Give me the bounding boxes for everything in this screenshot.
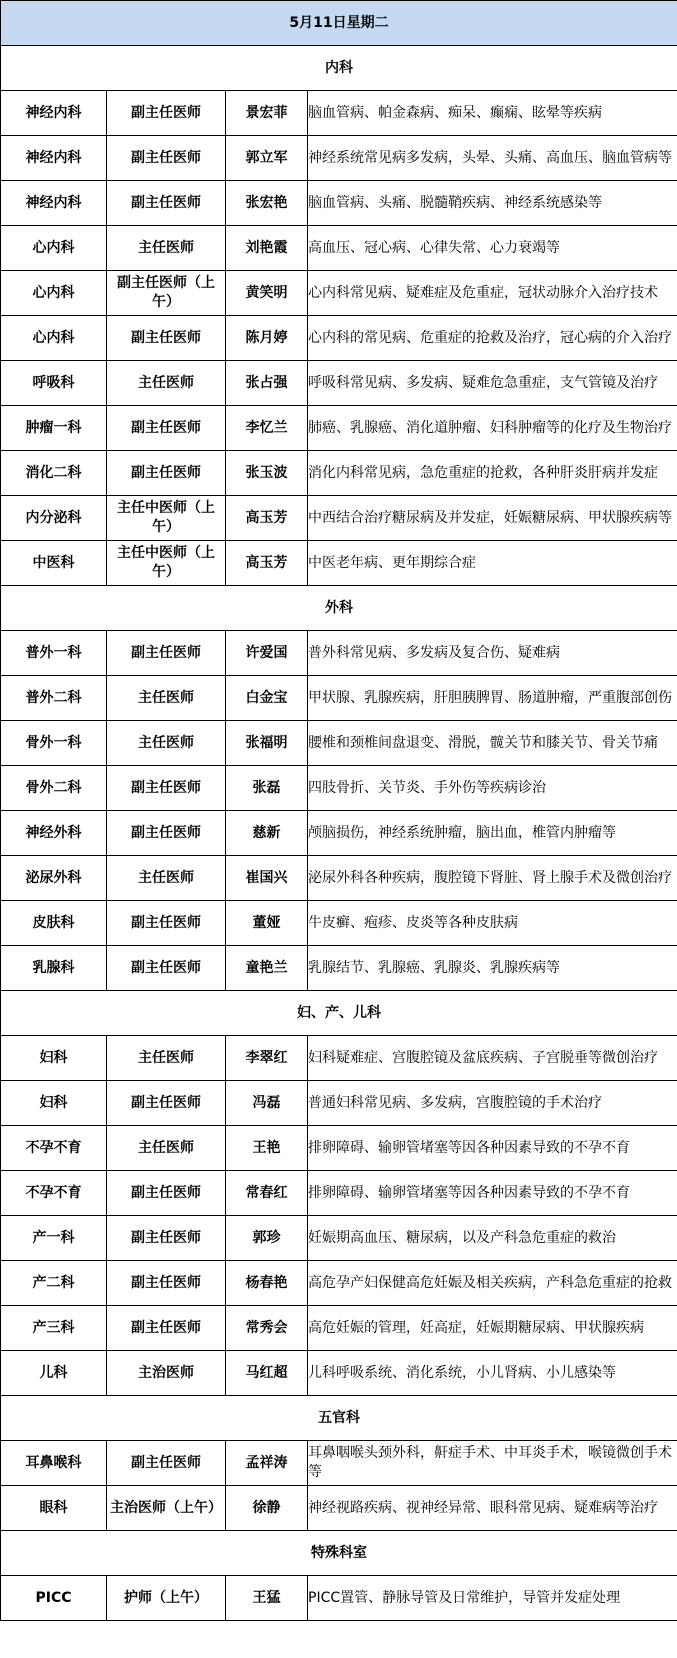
- specialty-cell: 甲状腺、乳腺疾病，肝胆胰脾胃、肠道肿瘤，严重腹部创伤: [308, 676, 677, 721]
- doctor-title-cell: 主任医师: [107, 721, 226, 766]
- doctor-name-cell: 景宏菲: [226, 91, 308, 136]
- doctor-row: [1, 1306, 677, 1351]
- doctor-row: [1, 676, 677, 721]
- doctor-name-cell: 常春红: [226, 1171, 308, 1216]
- doctor-title-cell: 护师（上午）: [107, 1576, 226, 1621]
- doctor-title-cell: 副主任医师: [107, 136, 226, 181]
- section-header-row: [1, 991, 677, 1036]
- department-cell: 皮肤科: [1, 901, 107, 946]
- doctor-title-cell: 副主任医师: [107, 451, 226, 496]
- doctor-name-cell: 张磊: [226, 766, 308, 811]
- doctor-row: [1, 136, 677, 181]
- doctor-title-cell: 副主任医师: [107, 316, 226, 361]
- department-cell: 耳鼻喉科: [1, 1441, 107, 1486]
- specialty-cell: 儿科呼吸系统、消化系统，小儿肾病、小儿感染等: [308, 1351, 677, 1396]
- doctor-row: [1, 631, 677, 676]
- specialty-cell: 高危妊娠的管理，妊高症，妊娠期糖尿病、甲状腺疾病: [308, 1306, 677, 1351]
- department-cell: 心内科: [1, 271, 107, 316]
- department-cell: 神经外科: [1, 811, 107, 856]
- specialty-cell: 普通妇科常见病、多发病，宫腹腔镜的手术治疗: [308, 1081, 677, 1126]
- doctor-title-cell: 副主任医师: [107, 1216, 226, 1261]
- doctor-name-cell: 王猛: [226, 1576, 308, 1621]
- specialty-cell: 脑血管病、头痛、脱髓鞘疾病、神经系统感染等: [308, 181, 677, 226]
- doctor-row: [1, 451, 677, 496]
- doctor-title-cell: 主任医师: [107, 361, 226, 406]
- department-cell: 产一科: [1, 1216, 107, 1261]
- doctor-row: [1, 271, 677, 316]
- doctor-name-cell: 李忆兰: [226, 406, 308, 451]
- doctor-name-cell: 徐静: [226, 1486, 308, 1531]
- doctor-row: [1, 1576, 677, 1621]
- specialty-cell: 排卵障碍、输卵管堵塞等因各种因素导致的不孕不育: [308, 1171, 677, 1216]
- department-cell: 神经内科: [1, 136, 107, 181]
- specialty-cell: 妊娠期高血压、糖尿病，以及产科急危重症的救治: [308, 1216, 677, 1261]
- doctor-name-cell: 郭立军: [226, 136, 308, 181]
- department-cell: 心内科: [1, 316, 107, 361]
- doctor-name-cell: 王艳: [226, 1126, 308, 1171]
- specialty-cell: 中西结合治疗糖尿病及并发症，妊娠糖尿病、甲状腺疾病等: [308, 496, 677, 541]
- doctor-row: [1, 316, 677, 361]
- doctor-title-cell: 主任医师: [107, 1036, 226, 1081]
- doctor-name-cell: 许爱国: [226, 631, 308, 676]
- specialty-cell: 中医老年病、更年期综合症: [308, 541, 677, 586]
- doctor-title-cell: 副主任医师: [107, 811, 226, 856]
- specialty-cell: PICC置管、静脉导管及日常维护，导管并发症处理: [308, 1576, 677, 1621]
- doctor-row: [1, 1126, 677, 1171]
- doctor-title-cell: 主任医师: [107, 1126, 226, 1171]
- doctor-row: [1, 226, 677, 271]
- doctor-row: [1, 1171, 677, 1216]
- doctor-name-cell: 张宏艳: [226, 181, 308, 226]
- department-cell: 骨外一科: [1, 721, 107, 766]
- doctor-row: [1, 811, 677, 856]
- department-cell: 普外一科: [1, 631, 107, 676]
- department-cell: 内分泌科: [1, 496, 107, 541]
- doctor-row: [1, 1441, 677, 1486]
- doctor-name-cell: 崔国兴: [226, 856, 308, 901]
- department-cell: 乳腺科: [1, 946, 107, 991]
- doctor-row: [1, 1216, 677, 1261]
- doctor-row: [1, 1081, 677, 1126]
- doctor-title-cell: 主任医师: [107, 226, 226, 271]
- doctor-name-cell: 张玉波: [226, 451, 308, 496]
- doctor-name-cell: 常秀会: [226, 1306, 308, 1351]
- doctor-title-cell: 主任中医师（上午）: [107, 496, 226, 541]
- doctor-row: [1, 946, 677, 991]
- section-header-row: [1, 1396, 677, 1441]
- doctor-title-cell: 主任医师: [107, 856, 226, 901]
- doctor-title-cell: 副主任医师: [107, 1306, 226, 1351]
- specialty-cell: 牛皮癣、疱疹、皮炎等各种皮肤病: [308, 901, 677, 946]
- doctor-title-cell: 副主任医师: [107, 901, 226, 946]
- department-cell: 骨外二科: [1, 766, 107, 811]
- department-cell: 肿瘤一科: [1, 406, 107, 451]
- doctor-name-cell: 刘艳霞: [226, 226, 308, 271]
- doctor-name-cell: 高玉芳: [226, 496, 308, 541]
- doctor-name-cell: 李翠红: [226, 1036, 308, 1081]
- doctor-title-cell: 副主任医师: [107, 91, 226, 136]
- specialty-cell: 心内科的常见病、危重症的抢救及治疗，冠心病的介入治疗: [308, 316, 677, 361]
- specialty-cell: 泌尿外科各种疾病，腹腔镜下肾脏、肾上腺手术及微创治疗: [308, 856, 677, 901]
- doctor-title-cell: 主治医师: [107, 1351, 226, 1396]
- doctor-name-cell: 陈月婷: [226, 316, 308, 361]
- specialty-cell: 排卵障碍、输卵管堵塞等因各种因素导致的不孕不育: [308, 1126, 677, 1171]
- department-cell: 妇科: [1, 1036, 107, 1081]
- doctor-title-cell: 副主任医师: [107, 406, 226, 451]
- doctor-name-cell: 郭珍: [226, 1216, 308, 1261]
- section-title: 五官科: [1, 1396, 677, 1441]
- section-title: 内科: [1, 46, 677, 91]
- specialty-cell: 神经系统常见病多发病，头晕、头痛、高血压、脑血管病等: [308, 136, 677, 181]
- doctor-name-cell: 童艳兰: [226, 946, 308, 991]
- specialty-cell: 心内科常见病、疑难症及危重症，冠状动脉介入治疗技术: [308, 271, 677, 316]
- department-cell: 普外二科: [1, 676, 107, 721]
- doctor-title-cell: 主治医师（上午）: [107, 1486, 226, 1531]
- doctor-name-cell: 孟祥涛: [226, 1441, 308, 1486]
- doctor-name-cell: 白金宝: [226, 676, 308, 721]
- section-title: 外科: [1, 586, 677, 631]
- department-cell: 神经内科: [1, 91, 107, 136]
- doctor-name-cell: 董娅: [226, 901, 308, 946]
- doctor-row: [1, 541, 677, 586]
- doctor-row: [1, 181, 677, 226]
- doctor-row: [1, 721, 677, 766]
- specialty-cell: 呼吸科常见病、多发病、疑难危急重症，支气管镜及治疗: [308, 361, 677, 406]
- specialty-cell: 耳鼻咽喉头颈外科，鼾症手术、中耳炎手术，喉镜微创手术等: [308, 1441, 677, 1486]
- section-title: 特殊科室: [1, 1531, 677, 1576]
- doctor-row: [1, 1261, 677, 1306]
- doctor-title-cell: 副主任医师: [107, 631, 226, 676]
- doctor-title-cell: 副主任医师（上午）: [107, 271, 226, 316]
- doctor-title-cell: 副主任医师: [107, 946, 226, 991]
- department-cell: 产三科: [1, 1306, 107, 1351]
- doctor-name-cell: 黄笑明: [226, 271, 308, 316]
- specialty-cell: 高血压、冠心病、心律失常、心力衰竭等: [308, 226, 677, 271]
- specialty-cell: 颅脑损伤，神经系统肿瘤，脑出血，椎管内肿瘤等: [308, 811, 677, 856]
- doctor-row: [1, 406, 677, 451]
- doctor-title-cell: 主任中医师（上午）: [107, 541, 226, 586]
- department-cell: 不孕不育: [1, 1126, 107, 1171]
- section-header-row: [1, 586, 677, 631]
- doctor-title-cell: 副主任医师: [107, 1441, 226, 1486]
- doctor-row: [1, 361, 677, 406]
- doctor-title-cell: 副主任医师: [107, 1261, 226, 1306]
- department-cell: 泌尿外科: [1, 856, 107, 901]
- section-header-row: [1, 1531, 677, 1576]
- specialty-cell: 神经视路疾病、视神经异常、眼科常见病、疑难病等治疗: [308, 1486, 677, 1531]
- page-title: 5月11日星期二: [1, 1, 677, 46]
- doctor-name-cell: 杨春艳: [226, 1261, 308, 1306]
- department-cell: 妇科: [1, 1081, 107, 1126]
- specialty-cell: 普外科常见病、多发病及复合伤、疑难病: [308, 631, 677, 676]
- doctor-row: [1, 496, 677, 541]
- doctor-title-cell: 副主任医师: [107, 766, 226, 811]
- doctor-row: [1, 1036, 677, 1081]
- doctor-title-cell: 副主任医师: [107, 1081, 226, 1126]
- doctor-row: [1, 1351, 677, 1396]
- department-cell: 神经内科: [1, 181, 107, 226]
- specialty-cell: 四肢骨折、关节炎、手外伤等疾病诊治: [308, 766, 677, 811]
- doctor-row: [1, 766, 677, 811]
- department-cell: 眼科: [1, 1486, 107, 1531]
- doctor-row: [1, 901, 677, 946]
- specialty-cell: 腰椎和颈椎间盘退变、滑脱，髋关节和膝关节、骨关节痛: [308, 721, 677, 766]
- doctor-row: [1, 1486, 677, 1531]
- department-cell: 心内科: [1, 226, 107, 271]
- department-cell: 呼吸科: [1, 361, 107, 406]
- title-row: [1, 1, 677, 46]
- specialty-cell: 妇科疑难症、宫腹腔镜及盆底疾病、子宫脱垂等微创治疗: [308, 1036, 677, 1081]
- department-cell: 不孕不育: [1, 1171, 107, 1216]
- doctor-title-cell: 副主任医师: [107, 1171, 226, 1216]
- specialty-cell: 乳腺结节、乳腺癌、乳腺炎、乳腺疾病等: [308, 946, 677, 991]
- doctor-title-cell: 主任医师: [107, 676, 226, 721]
- specialty-cell: 脑血管病、帕金森病、痴呆、癫痫、眩晕等疾病: [308, 91, 677, 136]
- department-cell: 产二科: [1, 1261, 107, 1306]
- doctor-name-cell: 高玉芳: [226, 541, 308, 586]
- doctor-name-cell: 慈新: [226, 811, 308, 856]
- doctor-name-cell: 张福明: [226, 721, 308, 766]
- doctor-name-cell: 冯磊: [226, 1081, 308, 1126]
- specialty-cell: 高危孕产妇保健高危妊娠及相关疾病，产科急危重症的抢救: [308, 1261, 677, 1306]
- department-cell: 消化二科: [1, 451, 107, 496]
- department-cell: 中医科: [1, 541, 107, 586]
- section-header-row: [1, 46, 677, 91]
- doctor-title-cell: 副主任医师: [107, 181, 226, 226]
- doctor-name-cell: 马红超: [226, 1351, 308, 1396]
- department-cell: PICC: [1, 1576, 107, 1621]
- specialty-cell: 肺癌、乳腺癌、消化道肿瘤、妇科肿瘤等的化疗及生物治疗: [308, 406, 677, 451]
- schedule-body: [1, 1, 677, 1621]
- doctor-row: [1, 856, 677, 901]
- specialty-cell: 消化内科常见病，急危重症的抢救，各种肝炎肝病并发症: [308, 451, 677, 496]
- doctor-name-cell: 张占强: [226, 361, 308, 406]
- department-cell: 儿科: [1, 1351, 107, 1396]
- section-title: 妇、产、儿科: [1, 991, 677, 1036]
- doctor-row: [1, 91, 677, 136]
